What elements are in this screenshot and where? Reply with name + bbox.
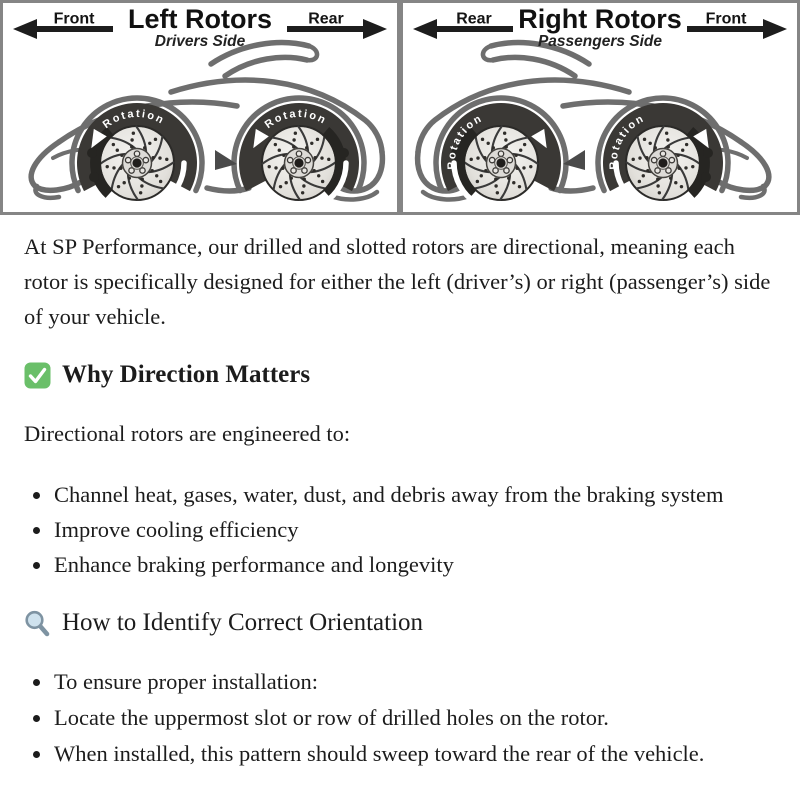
arrow-right-icon xyxy=(685,10,789,40)
left-rotors-panel xyxy=(0,0,400,215)
rotation-label: Rotation xyxy=(607,112,647,170)
arrow-left-icon xyxy=(411,10,515,40)
rotation-label: Rotation xyxy=(262,107,329,132)
rear-label-text: Rear xyxy=(308,10,344,28)
section2-heading-text: How to Identify Correct Orientation xyxy=(62,609,424,636)
list-item: • Locate the uppermost slot or row of drilled holes on the rotor. xyxy=(53,700,780,736)
car-body-and-rotors xyxy=(31,43,382,200)
front-label-text: Front xyxy=(53,10,95,28)
list-item: • Channel heat, gases, water, dust, and debris away from the braking system xyxy=(53,477,743,512)
article-body xyxy=(0,215,800,772)
arrow-right-icon xyxy=(285,10,389,40)
list-item: • When installed, this pattern should sweep toward the rear of the vehicle. xyxy=(53,736,780,772)
front-direction-label xyxy=(685,10,789,40)
section1-heading-text: Why Direction Matters xyxy=(62,361,311,388)
left-panel-subtitle: Drivers Side xyxy=(154,33,246,51)
section1-bullet-list xyxy=(24,477,743,582)
rotation-label: Rotation xyxy=(445,112,485,170)
list-item: • Improve cooling efficiency xyxy=(53,512,743,547)
section-heading-why-direction-matters xyxy=(24,360,780,390)
check-mark-icon xyxy=(24,362,51,389)
rotor-direction-diagram xyxy=(0,0,800,215)
right-panel-subtitle: Passengers Side xyxy=(537,33,663,51)
rear-label-text: Rear xyxy=(456,10,492,28)
rear-direction-label xyxy=(411,10,515,40)
right-panel-title: Right Rotors xyxy=(518,4,682,34)
intro-paragraph: At SP Performance, our drilled and slotted rotors are directional, meaning each rotor is specifically designed for either the left (driver’s) or right (passenger’s) side of your vehicle. xyxy=(24,234,771,329)
section-heading-how-to-identify xyxy=(24,608,780,638)
magnifying-glass-icon xyxy=(24,610,51,637)
list-item: • To ensure proper installation: xyxy=(53,664,780,700)
right-rotors-panel xyxy=(400,0,800,215)
front-label-text: Front xyxy=(705,10,747,28)
rear-direction-label xyxy=(285,10,389,40)
front-direction-label xyxy=(11,10,115,40)
section1-lead: Directional rotors are engineered to: xyxy=(24,421,351,446)
left-panel-title: Left Rotors xyxy=(128,4,272,34)
rotation-label: Rotation xyxy=(100,107,167,132)
list-item: • Enhance braking performance and longevity xyxy=(53,547,743,582)
section2-bullet-list xyxy=(24,664,780,772)
arrow-left-icon xyxy=(11,10,115,40)
